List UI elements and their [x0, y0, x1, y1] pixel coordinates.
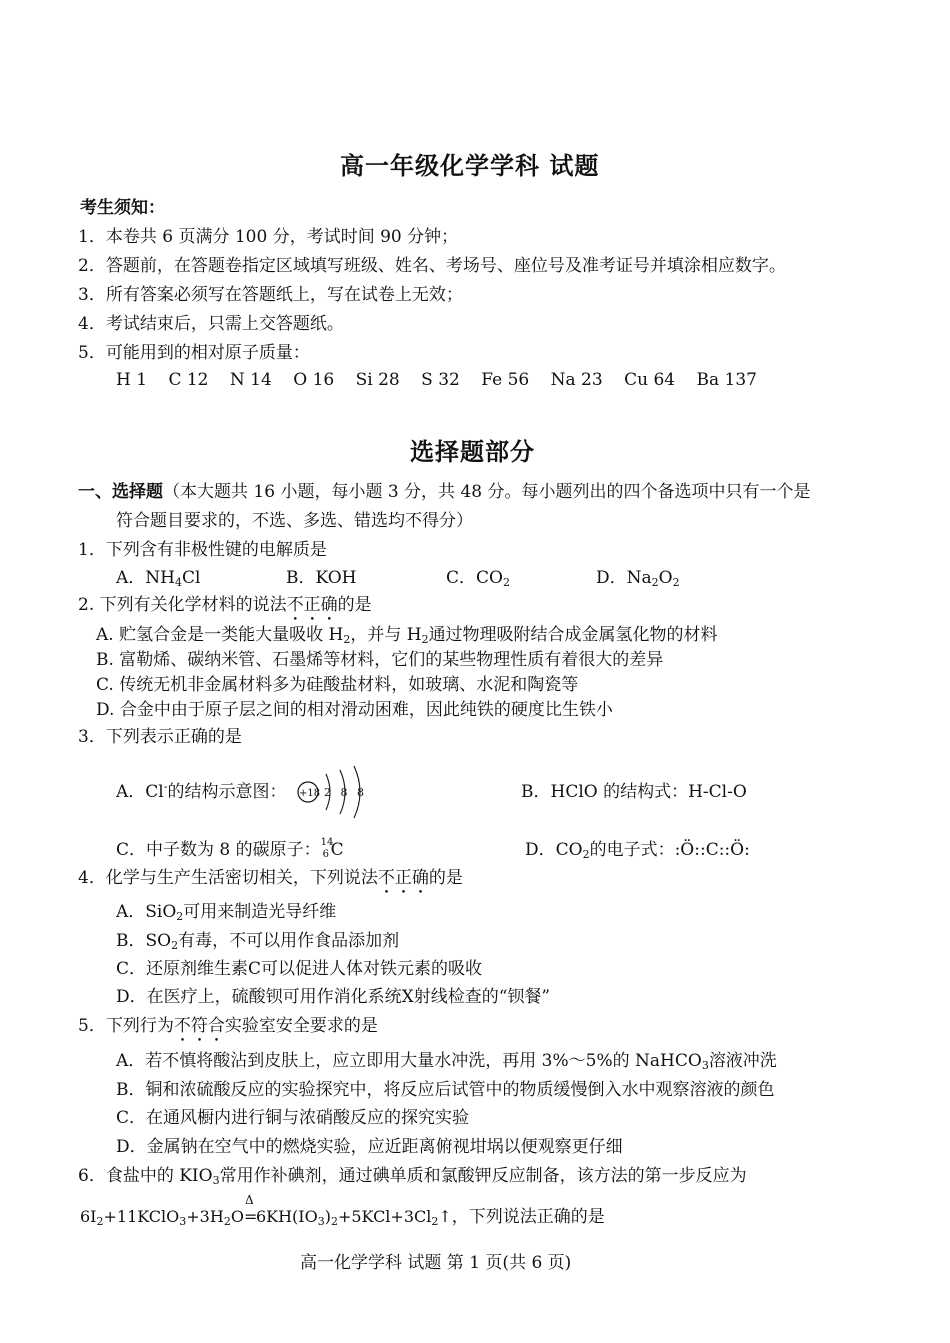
question-2-option-b: B. 富勒烯、碳纳米管、石墨烯等材料，它们的某些物理性质有着很大的差异: [96, 650, 664, 670]
question-1-option-d: D．$Na_2O_2$: [596, 568, 680, 589]
atomic-mass: Cu 64: [624, 370, 676, 390]
atomic-mass: Si 28: [355, 370, 400, 390]
page-title: 高一年级化学学科 试题: [340, 151, 600, 180]
question-6-stem: 6．食盐中的 $KIO_3$常用作补碘剂，通过碘单质和氯酸钾反应制备，该方法的第一步反应为: [78, 1166, 747, 1187]
atomic-mass: S 32: [421, 370, 460, 390]
atomic-mass: H 1: [116, 370, 148, 390]
notice-item-5: 5．可能用到的相对原子质量：: [78, 343, 310, 363]
notice-item-2: 2．答题前，在答题卷指定区域填写班级、姓名、考场号、座位号及准考证号并填涂相应数字。: [78, 256, 786, 276]
question-5-option-a: A．若不慎将酸沾到皮肤上，应立即用大量水冲洗，再用 3%～5%的 NaHCO$_3$溶液冲洗: [116, 1051, 777, 1072]
question-3-option-c: C．中子数为 8 的碳原子： 14 6 C: [116, 837, 344, 860]
atomic-mass: Ba 137: [696, 370, 757, 390]
notice-item-4: 4．考试结束后，只需上交答题纸。: [78, 314, 344, 334]
atomic-mass: Na 23: [550, 370, 603, 390]
question-1-option-c: C．$CO_2$: [446, 568, 510, 589]
atomic-mass: N 14: [229, 370, 272, 390]
heat-symbol: Δ: [244, 1193, 254, 1207]
section-intro: [78, 481, 811, 503]
question-1-stem: 1．下列含有非极性键的电解质是: [78, 540, 327, 560]
question-3-stem: 3．下列表示正确的是: [78, 727, 242, 747]
question-6-equation: $6I_2+11KClO_3+3H_2O$ Δ $=6KH(IO_3)_2+5KCl+3Cl_2↑$，下列说法正确的是: [80, 1193, 605, 1228]
question-2-option-d: D. 合金中由于原子层之间的相对滑动困难，因此纯铁的硬度比生铁小: [96, 700, 613, 720]
notice-item-3: 3．所有答案必须写在答题纸上，写在试卷上无效；: [78, 285, 463, 305]
atomic-mass-list: [116, 369, 773, 391]
question-4-option-a: A．SiO$_2$可用来制造光导纤维: [116, 902, 337, 923]
atomic-mass: C 12: [168, 370, 209, 390]
question-4-option-b: B．$SO_2$有毒，不可以用作食品添加剂: [116, 931, 400, 952]
question-2-stem: 2. 下列有关化学材料的说法不正确的是: [78, 595, 372, 615]
question-3-option-b: B．HClO 的结构式：H-Cl-O: [521, 782, 747, 802]
atomic-structure-diagram: [296, 764, 372, 820]
question-5-option-d: D．金属钠在空气中的燃烧实验，应近距离俯视坩埚以便观察更仔细: [116, 1137, 623, 1157]
question-5-option-c: C．在通风橱内进行铜与浓硝酸反应的探究实验: [116, 1108, 470, 1128]
question-1-option-a: A．$NH_4Cl$: [116, 568, 201, 589]
question-1-option-b: B．KOH: [286, 568, 357, 588]
section-intro-text: （本大题共 16 小题，每小题 3 分，共 48 分。每小题列出的四个备选项中只有一个是: [163, 482, 811, 502]
question-5-option-b: B．铜和浓硫酸反应的实验探究中，将反应后试管中的物质缓慢倒入水中观察溶液的颜色: [116, 1080, 775, 1100]
question-5-stem: 5．下列行为不符合实验室安全要求的是: [78, 1016, 378, 1036]
section-intro-line2: 符合题目要求的，不选、多选、错选均不得分）: [116, 511, 473, 531]
question-4-option-c: C．还原剂维生素C可以促进人体对铁元素的吸收: [116, 959, 483, 979]
question-4-option-d: D．在医疗上，硫酸钡可用作消化系统X射线检查的“钡餐”: [116, 987, 551, 1007]
section-title: 选择题部分: [410, 437, 535, 466]
electron-formula: :Ö::C::Ö:: [674, 840, 750, 860]
nucleus-charge: +18: [299, 788, 321, 799]
atomic-mass: O 16: [293, 370, 335, 390]
question-3-option-a: A．Cl-的结构示意图：: [116, 780, 287, 802]
question-2-option-a: A. 贮氢合金是一类能大量吸收 $H_2$，并与 $H_2$通过物理吸附结合成金属氢化物的材料: [96, 625, 718, 646]
section-intro-label: 一、选择题: [78, 482, 163, 502]
question-3-option-d: D．$CO_2$的电子式：:Ö::C::Ö:: [525, 840, 750, 861]
page-footer: 高一化学学科 试题 第 1 页(共 6 页): [300, 1253, 572, 1273]
question-4-stem: 4．化学与生产生活密切相关，下列说法不正确的是: [78, 868, 463, 888]
question-2-option-c: C. 传统无机非金属材料多为硅酸盐材料，如玻璃、水泥和陶瓷等: [96, 675, 579, 695]
notice-item-1: 1．本卷共 6 页满分 100 分，考试时间 90 分钟；: [78, 227, 459, 247]
electron-shells: 2 8 8: [324, 786, 367, 799]
atomic-mass: Fe 56: [481, 370, 530, 390]
notice-heading: 考生须知：: [80, 198, 165, 218]
